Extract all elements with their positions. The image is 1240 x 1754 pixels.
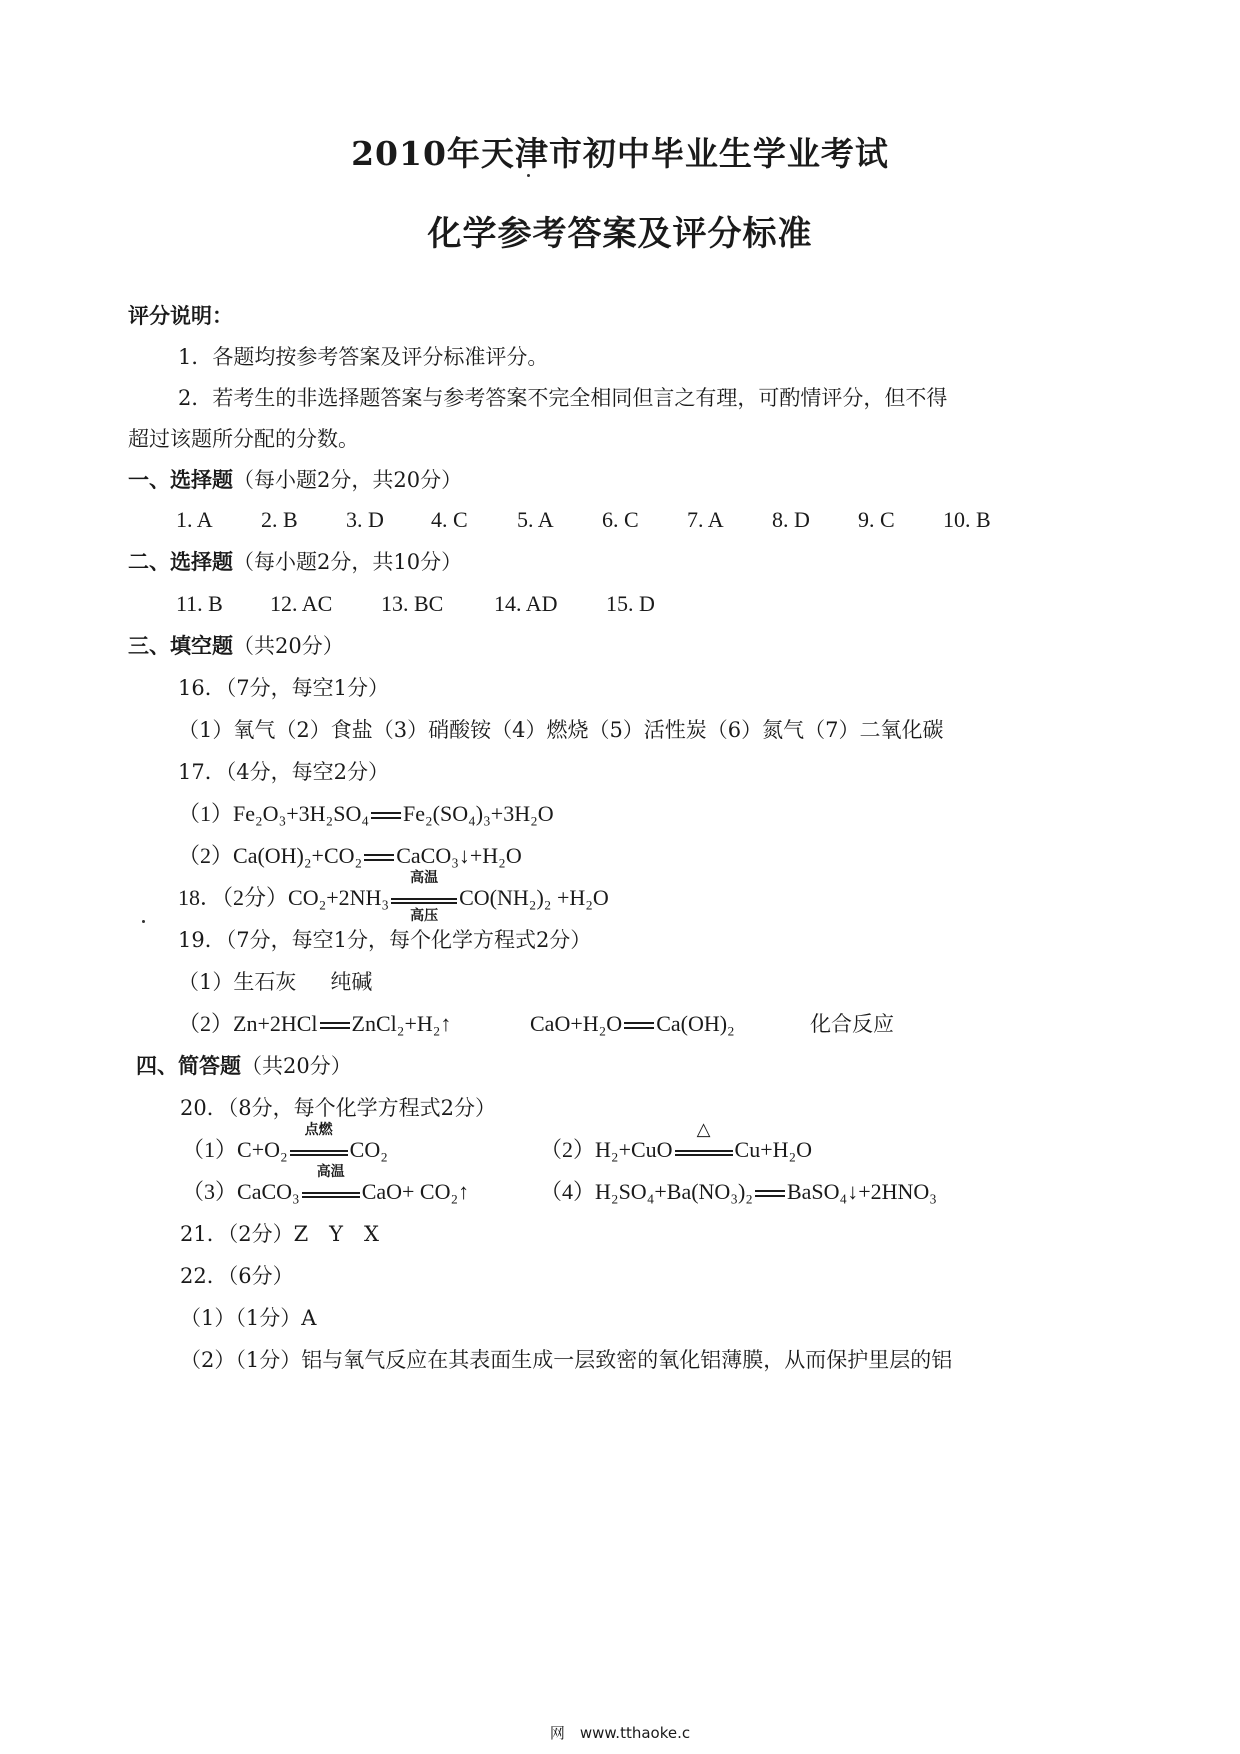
q18-header: 18．（2分） (178, 885, 289, 910)
q19-2-eq2-products: Ca(OH)₂ (656, 1011, 735, 1036)
answer-14: 14. AD (494, 591, 558, 616)
notes-item-1: 1．各题均按参考答案及评分标准评分。 (178, 345, 549, 369)
condition-top: 高温 (410, 870, 439, 886)
answer-6: 6. C (602, 507, 639, 532)
condition-bottom: 高压 (410, 908, 439, 924)
q19-header: 19．（7分，每空1分，每个化学方程式2分） (178, 928, 592, 952)
q20-header: 20．（8分，每个化学方程式2分） (180, 1096, 496, 1120)
q19-2-answers (178, 1010, 1078, 1038)
q21-answer: 21．（2分）Z Y X (180, 1222, 379, 1246)
answer-10: 10. B (943, 507, 991, 532)
answer-13: 13. BC (381, 591, 444, 616)
q20-1-label: （1） (182, 1137, 238, 1162)
q19-2-eq2-reactants: CaO+H₂O (530, 1011, 623, 1036)
q20-1-products: CO₂ (349, 1137, 388, 1162)
answer-5: 5. A (517, 507, 554, 532)
footer-watermark: 网 www.tthaoke.c (549, 1724, 691, 1742)
section-3-header (128, 632, 344, 660)
section-4-header (136, 1052, 352, 1080)
q19-2-label: （2） (178, 1011, 234, 1036)
q17-1-reactants: Fe₂O₃+3H₂SO₄ (233, 801, 370, 826)
q19-2-reaction-type: 化合反应 (810, 1012, 894, 1036)
q20-3-label: （3） (182, 1179, 238, 1204)
q17-1-label: （1） (178, 801, 234, 826)
section-2-heading: 二、选择题 (128, 549, 233, 574)
q18-equation (178, 870, 609, 924)
answer-2: 2. B (261, 507, 298, 532)
equals-sign (371, 812, 401, 820)
q20-2-equation (540, 1118, 813, 1164)
section-3-scoring: （共20分） (233, 634, 344, 658)
q17-1-equation (178, 800, 554, 828)
scan-speck (142, 920, 145, 923)
q19-2-eq1-products: ZnCl₂+H₂↑ (351, 1011, 452, 1036)
section-4-scoring: （共20分） (241, 1054, 352, 1078)
q17-2-label: （2） (178, 843, 234, 868)
reaction-condition (675, 1118, 733, 1163)
notes-item-2-line-1: 2．若考生的非选择题答案与参考答案不完全相同但言之有理，可酌情评分，但不得 (178, 386, 948, 410)
condition-top: 高温 (316, 1164, 345, 1180)
reaction-condition (290, 1122, 348, 1163)
answer-15: 15. D (606, 591, 655, 616)
answer-11: 11. B (176, 591, 223, 616)
answer-7: 7. A (687, 507, 724, 532)
answer-3: 3. D (346, 507, 384, 532)
q19-1-answer-b: 纯碱 (330, 970, 373, 994)
q19-2-eq2 (530, 1010, 735, 1038)
q17-1-products: Fe₂(SO₄)₃+3H₂O (403, 801, 554, 826)
page-title: 2010年天津市初中毕业生学业考试 (351, 134, 889, 173)
notes-item-2-line-2: 超过该题所分配的分数。 (128, 427, 359, 451)
answer-1: 1. A (176, 507, 213, 532)
condition-top: 点燃 (304, 1122, 333, 1138)
q20-4-reactants: H₂SO₄+Ba(NO₃)₂ (595, 1179, 753, 1204)
q20-2-reactants: H₂+CuO (595, 1137, 673, 1162)
section-2-scoring: （每小题2分，共10分） (233, 550, 463, 574)
answer-12: 12. AC (270, 591, 333, 616)
q19-1-answer-a: 生石灰 (233, 970, 297, 994)
q20-2-products: Cu+H₂O (734, 1137, 813, 1162)
page-subtitle: 化学参考答案及评分标准 (427, 214, 813, 254)
q20-4-products: BaSO₄↓+2HNO₃ (786, 1179, 937, 1204)
q17-2-products: CaCO₃↓+H₂O (396, 843, 522, 868)
q16-header: 16．（7分，每空1分） (178, 676, 389, 700)
answer-8: 8. D (772, 507, 810, 532)
section-1-header (128, 466, 462, 494)
section-2-header (128, 548, 462, 576)
q20-1-reactants: C+O₂ (237, 1137, 288, 1162)
q20-2-label: （2） (540, 1137, 596, 1162)
q20-3-equation (182, 1164, 470, 1206)
q18-products: CO(NH₂)₂ +H₂O (459, 885, 609, 910)
notes-heading: 评分说明： (128, 303, 233, 328)
equals-sign (624, 1022, 654, 1030)
q22-header: 22．（6分） (180, 1264, 294, 1288)
q19-2-eq1-reactants: Zn+2HCl (233, 1011, 318, 1036)
q19-1-label: （1） (178, 970, 234, 994)
q20-3-products: CaO+ CO₂↑ (361, 1179, 470, 1204)
reaction-condition (302, 1164, 360, 1205)
equals-sign (320, 1022, 350, 1030)
q22-1-answer: （1）（1分）A (180, 1306, 317, 1330)
q22-2-answer: （2）（1分）铝与氧气反应在其表面生成一层致密的氧化铝薄膜，从而保护里层的铝 (180, 1348, 953, 1372)
section-1-scoring: （每小题2分，共20分） (233, 468, 463, 492)
section-1-heading: 一、选择题 (128, 467, 233, 492)
answer-4: 4. C (431, 507, 468, 532)
q20-1-equation (182, 1122, 388, 1164)
equals-sign (364, 854, 394, 862)
equals-sign (755, 1190, 785, 1198)
section-4-heading: 四、简答题 (136, 1053, 241, 1078)
q20-4-label: （4） (540, 1179, 596, 1204)
section-3-heading: 三、填空题 (128, 633, 233, 658)
q19-1-answers (178, 968, 372, 996)
q20-4-equation (540, 1178, 937, 1206)
q17-header: 17．（4分，每空2分） (178, 760, 389, 784)
scan-speck (527, 174, 530, 177)
reaction-condition (391, 870, 457, 924)
q17-2-equation (178, 842, 522, 870)
q17-2-reactants: Ca(OH)₂+CO₂ (233, 843, 363, 868)
q16-answers: （1）氧气（2）食盐（3）硝酸铵（4）燃烧（5）活性炭（6）氮气（7）二氧化碳 (178, 718, 944, 742)
q18-reactants: CO₂+2NH₃ (288, 885, 390, 910)
answer-9: 9. C (858, 507, 895, 532)
heat-symbol: △ (696, 1118, 711, 1139)
q20-3-reactants: CaCO₃ (237, 1179, 300, 1204)
